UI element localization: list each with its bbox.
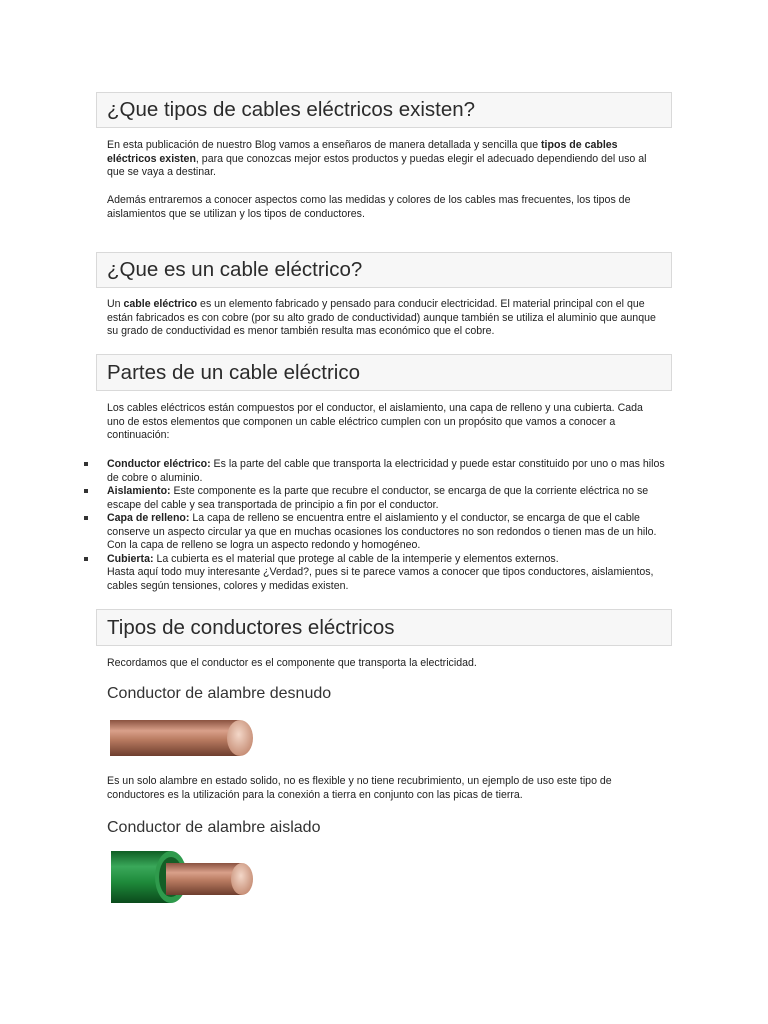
definicion-text-c: es un elemento fabricado y pensado para conducir electricidad. El material principal con el que están fabricados es con cobre (por su alto grado de conductividad) aunque también se utiliza el aluminio que aunque su grado de conductividad es menor también resulta mas económico que el cobre. bbox=[107, 298, 656, 337]
heading-tipos-cables bbox=[96, 92, 672, 128]
paragraph-recordamos: Recordamos que el conductor es el componente que transporta la electricidad. bbox=[107, 657, 477, 669]
heading-partes-cable bbox=[96, 354, 672, 391]
paragraph-partes-intro: Los cables eléctricos están compuestos por el conductor, el aislamiento, una capa de relleno y una cubierta. Cada uno de estos elementos que componen un cable eléctrico cumplen con un propósito que vamos a conocer a continuación: bbox=[107, 402, 643, 441]
wire-core bbox=[166, 863, 242, 895]
list-item-term: Aislamiento: bbox=[107, 485, 171, 497]
definicion-text-a: Un bbox=[107, 298, 124, 310]
bare-copper-wire-image bbox=[108, 716, 258, 760]
list-item-term: Cubierta: bbox=[107, 552, 154, 565]
list-item bbox=[84, 553, 668, 594]
heading-tipos-cables-text: ¿Que tipos de cables eléctricos existen? bbox=[107, 98, 476, 121]
paragraph-definicion bbox=[107, 298, 663, 339]
list-item bbox=[84, 485, 668, 512]
list-item-term: Conductor eléctrico: bbox=[107, 458, 211, 470]
list-item-text: Este componente es la parte que recubre el conductor, se encarga de que la corriente eléctrica no se escape del cable y sea transportada de principio a fin por el conductor. bbox=[107, 485, 649, 511]
heading-tipos-conductores bbox=[96, 609, 672, 646]
paragraph-alambre-desnudo: Es un solo alambre en estado solido, no es flexible y no tiene recubrimiento, un ejemplo de uso este tipo de conductores es la utilización para la conexión a tierra en conjunto con las picas de tierra. bbox=[107, 775, 612, 801]
subheading-alambre-desnudo: Conductor de alambre desnudo bbox=[107, 685, 332, 702]
intro-text-c: , para que conozcas mejor estos productos y puedas elegir el adecuado dependiendo del uso al que se vaya a destinar. bbox=[107, 152, 647, 178]
list-item bbox=[84, 458, 668, 485]
heading-partes-cable-text: Partes de un cable eléctrico bbox=[107, 360, 360, 384]
wire-end bbox=[227, 720, 253, 756]
paragraph-intro bbox=[107, 139, 663, 180]
definicion-text-bold: cable eléctrico bbox=[123, 298, 198, 310]
heading-que-es-cable-text: ¿Que es un cable eléctrico? bbox=[107, 258, 363, 281]
wire-core-end bbox=[231, 863, 253, 895]
bullet-icon bbox=[84, 462, 88, 466]
partes-list bbox=[84, 458, 668, 593]
intro-text-bold: tipos de cables eléctricos existen bbox=[107, 139, 618, 165]
list-item-text: Es la parte del cable que transporta la electricidad y puede estar constituido por uno o mas hilos de cobre o aluminio. bbox=[107, 458, 665, 484]
bullet-icon bbox=[84, 489, 88, 493]
list-item-text: La capa de relleno se encuentra entre el aislamiento y el conductor, se encarga de que el cable conserve un aspecto circular ya que en muchas ocasiones los conductores no son redondos o tienen mas de un hilo. Con la capa de relleno se logra un aspecto redondo y homogéneo. bbox=[107, 512, 657, 551]
intro-text-a: En esta publicación de nuestro Blog vamos a enseñaros de manera detallada y sencilla que bbox=[107, 139, 542, 151]
list-item bbox=[84, 512, 668, 553]
heading-tipos-conductores-text: Tipos de conductores eléctricos bbox=[107, 615, 395, 639]
list-item-text: La cubierta es el material que protege al cable de la intemperie y elementos externos. bbox=[153, 552, 559, 565]
bullet-icon bbox=[84, 557, 88, 561]
insulated-wire-image bbox=[108, 849, 258, 905]
bullet-icon bbox=[84, 516, 88, 520]
wire-body bbox=[110, 720, 240, 756]
paragraph-aspectos: Además entraremos a conocer aspectos como las medidas y colores de los cables mas frecuentes, los tipos de aislamientos que se utilizan y los tipos de conductores. bbox=[107, 194, 631, 220]
heading-que-es-cable bbox=[96, 252, 672, 288]
subheading-alambre-aislado: Conductor de alambre aislado bbox=[107, 819, 321, 836]
paragraph-hasta-aqui: Hasta aquí todo muy interesante ¿Verdad?, pues si te parece vamos a conocer que tipos conductores, aislamientos, cables según tensiones, colores y medidas existen. bbox=[107, 566, 654, 592]
list-item-term: Capa de relleno: bbox=[107, 512, 190, 524]
